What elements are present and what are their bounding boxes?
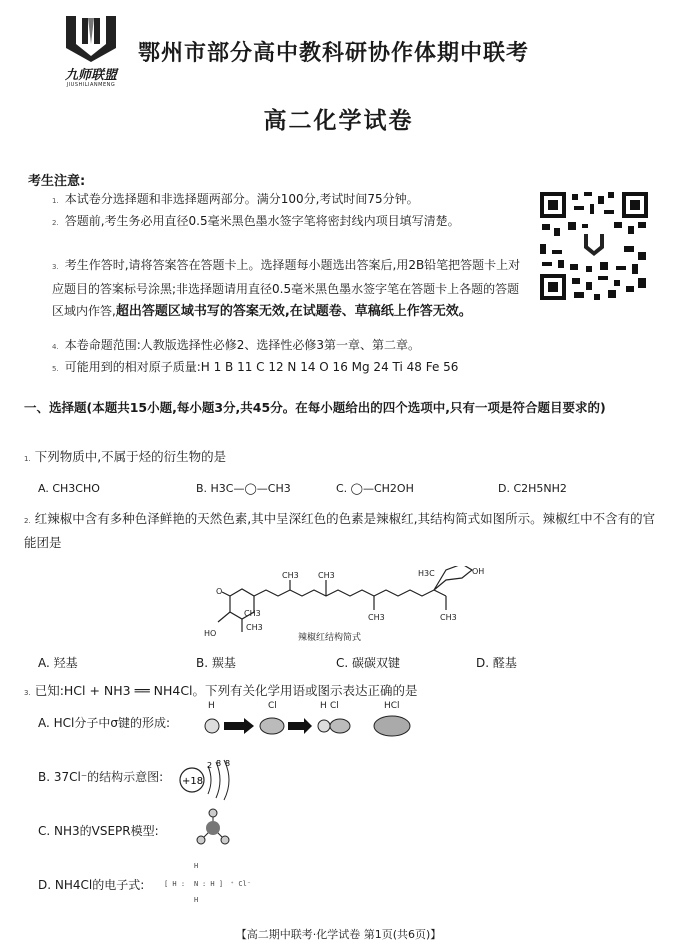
svg-text:+18: +18 bbox=[182, 776, 204, 787]
svg-text:H: H bbox=[208, 701, 215, 711]
logo-subtext: JIUSHILIANMENG bbox=[66, 82, 116, 88]
svg-text:HCl: HCl bbox=[384, 701, 400, 711]
q3-option-b: B. 37Cl⁻的结构示意图: bbox=[38, 770, 164, 784]
note-item-4: 4. 本卷命题范围:人教版选择性必修2、选择性必修3第一章、第二章。 bbox=[52, 338, 421, 352]
section-heading: 一、选择题(本题共15小题,每小题3分,共45分。在每小题给出的四个选项中,只有一项是符合题目要求的) bbox=[24, 400, 606, 415]
svg-text:H: H bbox=[194, 862, 199, 870]
page-footer: 【高二期中联考·化学试卷 第1页(共6页)】 bbox=[235, 928, 442, 941]
question-3: 3. 已知:HCl + NH3 ══ NH4Cl。下列有关化学用语或图示表达正确的是 bbox=[24, 683, 418, 698]
q3-option-a: A. HCl分子中σ键的形成: bbox=[38, 716, 171, 730]
svg-text:HO: HO bbox=[204, 629, 217, 638]
atomic-structure-icon bbox=[176, 758, 236, 802]
svg-text:CH3: CH3 bbox=[318, 571, 335, 580]
svg-text:Cl: Cl bbox=[268, 701, 277, 711]
notes-heading: 考生注意: bbox=[28, 174, 86, 189]
exam-subtitle: 高二化学试卷 bbox=[263, 108, 414, 134]
svg-text:CH3: CH3 bbox=[244, 609, 261, 618]
sigma-bond-formation-diagram bbox=[200, 700, 420, 744]
svg-text:⁺ Cl⁻: ⁺ Cl⁻ bbox=[230, 880, 252, 888]
svg-text:CH3: CH3 bbox=[440, 613, 457, 622]
note-item-5: 5. 可能用到的相对原子质量:H 1 B 11 C 12 N 14 O 16 Mg 24 Ti 48 Fe 56 bbox=[52, 360, 459, 374]
q3-option-c: C. NH3的VSEPR模型: bbox=[38, 824, 159, 838]
svg-text:H3C: H3C bbox=[418, 569, 435, 578]
qr-code bbox=[538, 190, 650, 302]
logo-text: 九师联盟 bbox=[64, 68, 117, 83]
svg-text:8: 8 bbox=[216, 759, 222, 768]
logo-emblem-icon bbox=[52, 14, 130, 64]
svg-text:CH3: CH3 bbox=[368, 613, 385, 622]
svg-text:2: 2 bbox=[207, 761, 213, 770]
svg-text:Cl: Cl bbox=[330, 701, 339, 711]
q3-option-d: D. NH4Cl的电子式: bbox=[38, 878, 145, 892]
electron-formula-diagram bbox=[160, 860, 270, 908]
svg-text:H: H bbox=[320, 701, 327, 711]
svg-text:N: N bbox=[194, 880, 199, 888]
orbital-overlap-icon bbox=[200, 700, 420, 740]
question-1: 1. 下列物质中,不属于烃的衍生物的是 bbox=[24, 449, 227, 464]
svg-text:CH3: CH3 bbox=[282, 571, 299, 580]
qr-code-icon bbox=[538, 190, 650, 302]
svg-text:8: 8 bbox=[225, 759, 231, 768]
q1-option-c: C. ◯—CH2OH bbox=[336, 482, 414, 495]
q2-option-b: B. 羰基 bbox=[196, 656, 236, 670]
q1-option-a: A. CH3CHO bbox=[38, 482, 100, 495]
chloride-ion-structure-diagram bbox=[176, 758, 236, 806]
svg-text:H: H bbox=[194, 896, 199, 904]
note-item-3: 3. 考生作答时,请将答案答在答题卡上。选择题每小题选出答案后,用2B铅笔把答题卡上对应题目的答案标号涂黑;非选择题请用直径0.5毫米黑色墨水签字笔在答题卡上各题的答题区域内作答,超出答题区域书写的答案无效,在试题卷、草稿纸上作答无效。 bbox=[52, 258, 521, 319]
electron-formula-icon bbox=[160, 860, 270, 904]
vsepr-model-icon bbox=[196, 808, 230, 848]
q2-option-c: C. 碳碳双键 bbox=[336, 656, 401, 670]
exam-title: 鄂州市部分高中教科研协作体期中联考 bbox=[138, 41, 530, 66]
note-item-1: 1. 本试卷分选择题和非选择题两部分。满分100分,考试时间75分钟。 bbox=[52, 192, 419, 206]
question-2: 2. 红辣椒中含有多种色泽鲜艳的天然色素,其中呈深红色的色素是辣椒红,其结构简式如图所示。辣椒红中不含有的官能团是 bbox=[24, 511, 656, 550]
q1-option-d: D. C2H5NH2 bbox=[498, 482, 567, 495]
svg-text:[ H :: [ H : bbox=[164, 880, 186, 888]
logo bbox=[52, 14, 130, 96]
q2-option-d: D. 醛基 bbox=[476, 656, 517, 670]
svg-text:O: O bbox=[216, 587, 223, 596]
vsepr-model-diagram bbox=[196, 808, 230, 852]
q2-option-a: A. 羟基 bbox=[38, 656, 78, 670]
svg-text:OH: OH bbox=[472, 567, 485, 576]
q1-option-b: B. H3C—◯—CH3 bbox=[196, 482, 291, 495]
structure-caption: 辣椒红结构简式 bbox=[298, 633, 362, 643]
note-item-2: 2. 答题前,考生务必用直径0.5毫米黑色墨水签字笔将密封线内项目填写清楚。 bbox=[52, 214, 460, 228]
svg-text:CH3: CH3 bbox=[246, 623, 263, 632]
svg-text:: H ]: : H ] bbox=[202, 880, 224, 888]
